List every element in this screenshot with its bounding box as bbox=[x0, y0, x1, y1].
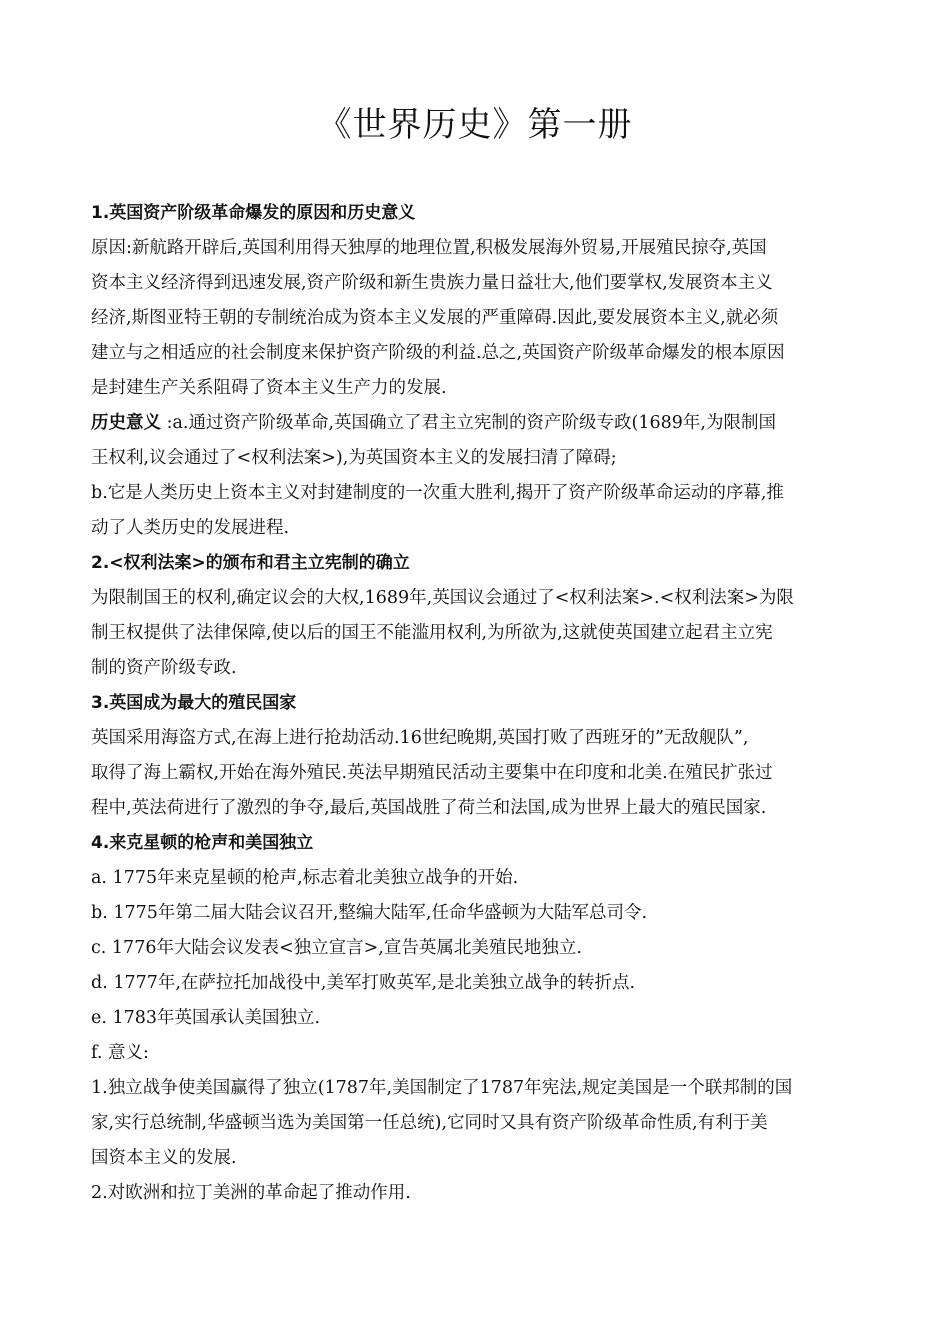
paragraph-line: 2.对欧洲和拉丁美洲的革命起了推动作用. bbox=[91, 1183, 411, 1203]
paragraph-line: 经济,斯图亚特王朝的专制统治成为资本主义发展的严重障碍.因此,要发展资本主义,就必须 bbox=[91, 308, 779, 328]
paragraph-line: 国资本主义的发展. bbox=[91, 1148, 237, 1168]
paragraph-line: 1.独立战争使美国赢得了独立(1787年,美国制定了1787年宪法,规定美国是一个联邦制的国 bbox=[91, 1078, 793, 1098]
list-item: f. 意义: bbox=[91, 1043, 149, 1063]
paragraph-line: 建立与之相适应的社会制度来保护资产阶级的利益.总之,英国资产阶级革命爆发的根本原因 bbox=[91, 343, 785, 363]
paragraph-line: 是封建生产关系阻碍了资本主义生产力的发展. bbox=[91, 378, 447, 398]
paragraph-line: 原因:新航路开辟后,英国利用得天独厚的地理位置,积极发展海外贸易,开展殖民掠夺,英国 bbox=[91, 238, 767, 258]
paragraph-line: 王权利,议会通过了<权利法案>),为英国资本主义的发展扫清了障碍; bbox=[91, 448, 617, 468]
paragraph-line: 家,实行总统制,华盛顿当选为美国第一任总统),它同时又具有资产阶级革命性质,有利于美 bbox=[91, 1113, 768, 1133]
list-item: c. 1776年大陆会议发表<独立宣言>,宣告英属北美殖民地独立. bbox=[91, 938, 582, 958]
paragraph-line: 动了人类历史的发展进程. bbox=[91, 518, 290, 538]
paragraph-line: 英国采用海盗方式,在海上进行抢劫活动.16世纪晚期,英国打败了西班牙的”无敌舰队”, bbox=[91, 728, 749, 748]
section-heading: 2.<权利法案>的颁布和君主立宪制的确立 bbox=[91, 553, 410, 573]
list-item: d. 1777年,在萨拉托加战役中,美军打败英军,是北美独立战争的转折点. bbox=[91, 973, 636, 993]
section-heading: 4.来克星顿的枪声和美国独立 bbox=[91, 833, 314, 853]
list-item: e. 1783年英国承认美国独立. bbox=[91, 1008, 321, 1028]
list-item: a. 1775年来克星顿的枪声,标志着北美独立战争的开始. bbox=[91, 868, 519, 888]
paragraph-line: 程中,英法荷进行了激烈的争夺,最后,英国战胜了荷兰和法国,成为世界上最大的殖民国家. bbox=[91, 798, 767, 818]
paragraph-line bbox=[91, 406, 863, 441]
paragraph-line: b.它是人类历史上资本主义对封建制度的一次重大胜利,揭开了资产阶级革命运动的序幕,推 bbox=[91, 483, 784, 503]
list-item: b. 1775年第二届大陆会议召开,整编大陆军,任命华盛顿为大陆军总司令. bbox=[91, 903, 648, 923]
paragraph-line: 取得了海上霸权,开始在海外殖民.英法早期殖民活动主要集中在印度和北美.在殖民扩张过 bbox=[91, 763, 773, 783]
paragraph-line: 为限制国王的权利,确定议会的大权,1689年,英国议会通过了<权利法案>.<权利法案>为限 bbox=[91, 588, 794, 608]
page-title: 《世界历史》第一册 bbox=[317, 105, 633, 145]
section-heading: 3.英国成为最大的殖民国家 bbox=[91, 693, 297, 713]
significance-text: :a.通过资产阶级革命,英国确立了君主立宪制的资产阶级专政(1689年,为限制国 bbox=[161, 413, 776, 433]
section-heading: 1.英国资产阶级革命爆发的原因和历史意义 bbox=[91, 203, 416, 223]
significance-label: 历史意义 bbox=[91, 413, 161, 433]
document-body bbox=[91, 196, 863, 1211]
paragraph-line: 制王权提供了法律保障,使以后的国王不能滥用权利,为所欲为,这就使英国建立起君主立宪 bbox=[91, 623, 773, 643]
paragraph-line: 资本主义经济得到迅速发展,资产阶级和新生贵族力量日益壮大,他们要掌权,发展资本主义 bbox=[91, 273, 773, 293]
paragraph-line: 制的资产阶级专政. bbox=[91, 658, 237, 678]
